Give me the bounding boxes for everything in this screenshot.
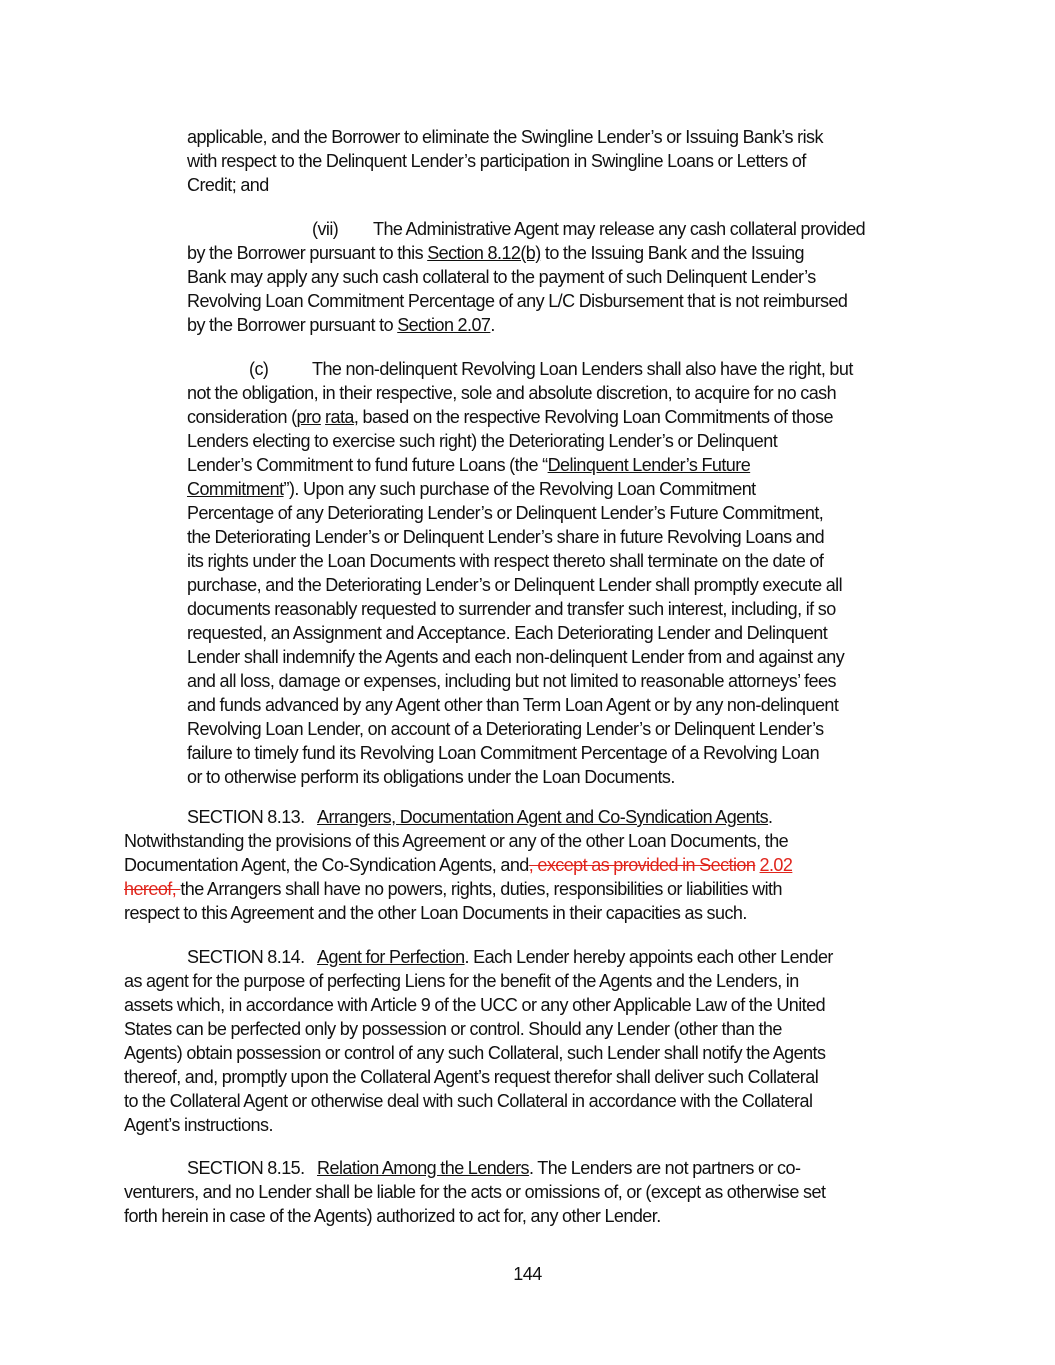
text-line: Bank may apply any such cash collateral to the payment of such Delinquent Lender’s — [187, 267, 816, 287]
text-line: consideration (pro rata, based on the respective Revolving Loan Commitments of those — [187, 407, 833, 427]
text-line: Documentation Agent, the Co-Syndication Agents, and, except as provided in Section 2.02 — [124, 855, 793, 875]
deleted-text: hereof, — [124, 879, 181, 899]
text-line: Lender’s Commitment to fund future Loans (the “Delinquent Lender’s Future — [187, 455, 751, 475]
text-line: Revolving Loan Commitment Percentage of any L/C Disbursement that is not reimbursed — [187, 291, 848, 311]
text-line: Agents) obtain possession or control of any such Collateral, such Lender shall notify the Agents — [124, 1043, 826, 1063]
section-8-13 — [124, 805, 792, 925]
section-label: SECTION 8.15. — [187, 1158, 305, 1178]
text-line: the Deteriorating Lender’s or Delinquent Lender’s share in future Revolving Loans and — [187, 527, 825, 547]
text-line: to the Collateral Agent or otherwise deal with such Collateral in accordance with the Collateral — [124, 1091, 813, 1111]
clause-c-first-line — [187, 357, 853, 381]
text-line: or to otherwise perform its obligations under the Loan Documents. — [187, 767, 675, 787]
text-line: as agent for the purpose of perfecting Liens for the benefit of the Agents and the Lenders, in — [124, 971, 799, 991]
section-label: SECTION 8.13. — [187, 807, 305, 827]
text-line: respect to this Agreement and the other Loan Documents in their capacities as such. — [124, 903, 747, 923]
text-line: applicable, and the Borrower to eliminate the Swingline Lender’s or Issuing Bank’s risk — [187, 127, 823, 147]
section-8-12b-link[interactable]: Section 8.12(b) — [427, 243, 541, 263]
text-line: its rights under the Loan Documents with respect thereto shall terminate on the date of — [187, 551, 824, 571]
section-title: Agent for Perfection — [317, 947, 465, 967]
clause-vii-first-line — [187, 217, 866, 241]
defined-term: Commitment — [187, 479, 284, 499]
section-title: Relation Among the Lenders — [317, 1158, 530, 1178]
text-line: by the Borrower pursuant to this Section 8.12(b) to the Issuing Bank and the Issuing — [187, 243, 805, 263]
deleted-text: , except as provided in Section — [528, 855, 756, 875]
text-line: Lenders electing to exercise such right) the Deteriorating Lender’s or Delinquent — [187, 431, 778, 451]
section-heading-line: SECTION 8.14. Agent for Perfection. Each Lender hereby appoints each other Lender — [187, 947, 833, 967]
text-line: by the Borrower pursuant to Section 2.07. — [187, 315, 495, 335]
text-line: Credit; and — [187, 175, 269, 195]
clause-number: (c) — [249, 359, 269, 379]
text-line: failure to timely fund its Revolving Loan Commitment Percentage of a Revolving Loan — [187, 743, 820, 763]
section-label: SECTION 8.14. — [187, 947, 305, 967]
paragraph-continuation — [187, 125, 823, 197]
section-heading-line: SECTION 8.13. Arrangers, Documentation Agent and Co-Syndication Agents. — [187, 807, 773, 827]
section-title: Arrangers, Documentation Agent and Co-Syndication Agents — [317, 807, 769, 827]
defined-term: Delinquent Lender’s Future — [547, 455, 751, 475]
pro-term: pro — [296, 407, 321, 427]
text-line: The non-delinquent Revolving Loan Lenders shall also have the right, but — [312, 359, 853, 379]
text-line: assets which, in accordance with Article 9 of the UCC or any other Applicable Law of the United — [124, 995, 826, 1015]
text-line: and funds advanced by any Agent other than Term Loan Agent or by any non-delinquent — [187, 695, 839, 715]
text-line: Agent’s instructions. — [124, 1115, 273, 1135]
text-line: documents reasonably requested to surrender and transfer such interest, including, if so — [187, 599, 836, 619]
text-line: Lender shall indemnify the Agents and each non-delinquent Lender from and against any — [187, 647, 845, 667]
section-2-07-link[interactable]: Section 2.07 — [397, 315, 491, 335]
section-8-14 — [124, 945, 833, 1137]
text-line: States can be perfected only by possession or control. Should any Lender (other than the — [124, 1019, 782, 1039]
text-line: hereof, the Arrangers shall have no powers, rights, duties, responsibilities or liabilities with — [124, 879, 782, 899]
text-line: Notwithstanding the provisions of this Agreement or any of the other Loan Documents, the — [124, 831, 789, 851]
rata-term: rata — [325, 407, 354, 427]
section-heading-line: SECTION 8.15. Relation Among the Lenders. The Lenders are not partners or co- — [187, 1158, 801, 1178]
text-line: purchase, and the Deteriorating Lender’s or Delinquent Lender shall promptly execute all — [187, 575, 843, 595]
clause-number: (vii) — [312, 219, 339, 239]
inserted-text: 2.02 — [759, 855, 793, 875]
text-line: Revolving Loan Lender, on account of a Deteriorating Lender’s or Delinquent Lender’s — [187, 719, 824, 739]
text-line: and all loss, damage or expenses, including but not limited to reasonable attorneys’ fees — [187, 671, 836, 691]
text-line: thereof, and, promptly upon the Collateral Agent’s request therefor shall deliver such Collateral — [124, 1067, 819, 1087]
text-line: Commitment”). Upon any such purchase of the Revolving Loan Commitment — [187, 479, 756, 499]
text-line: requested, an Assignment and Acceptance. Each Deteriorating Lender and Delinquent — [187, 623, 828, 643]
page-number: 144 — [513, 1264, 542, 1284]
text-line: The Administrative Agent may release any cash collateral provided — [373, 219, 866, 239]
clause-vii — [187, 217, 866, 337]
section-8-15 — [124, 1156, 825, 1228]
clause-c — [187, 357, 853, 789]
text-line: Percentage of any Deteriorating Lender’s or Delinquent Lender’s Future Commitment, — [187, 503, 824, 523]
text-line: with respect to the Delinquent Lender’s participation in Swingline Loans or Letters of — [187, 151, 806, 171]
text-line: venturers, and no Lender shall be liable for the acts or omissions of, or (except as otherwise set — [124, 1182, 826, 1202]
text-line: not the obligation, in their respective, sole and absolute discretion, to acquire for no cash — [187, 383, 837, 403]
text-line: forth herein in case of the Agents) authorized to act for, any other Lender. — [124, 1206, 661, 1226]
